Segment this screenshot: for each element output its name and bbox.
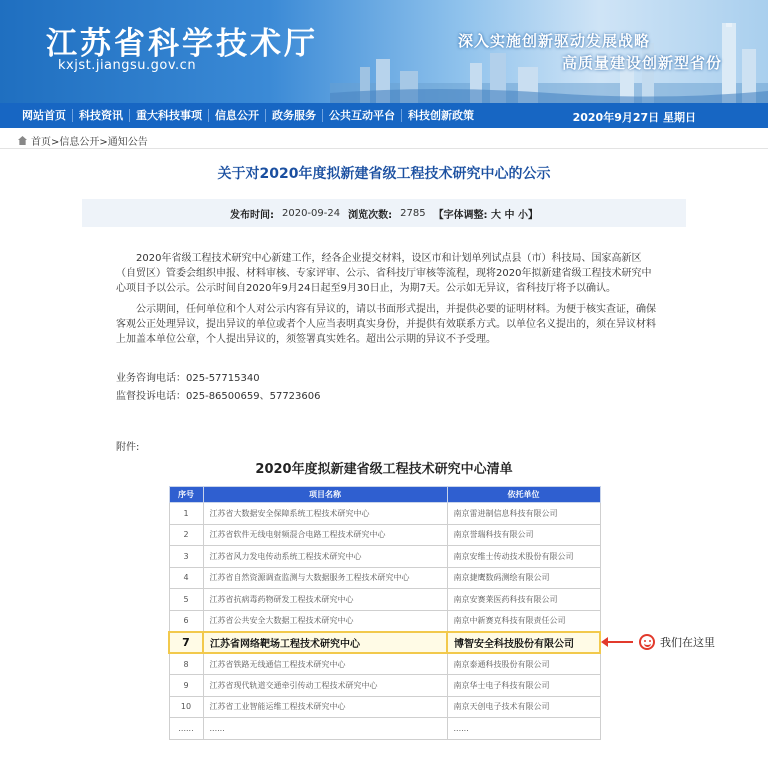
callout-text: 我们在这里: [660, 636, 715, 649]
divider: [0, 148, 768, 149]
complaint-phone: 监督投诉电话：025-86500659、57723606: [116, 391, 321, 402]
cell-project: 江苏省网络靶场工程技术研究中心: [203, 632, 447, 654]
cell-unit: 南京捷鹰数码测绘有限公司: [447, 567, 600, 589]
font-size-adjust[interactable]: 【字体调整: 大 中 小】: [433, 209, 539, 221]
table-row: [169, 546, 600, 568]
cell-unit: 南京中新赛克科技有限责任公司: [447, 610, 600, 632]
cell-project: 江苏省抗病毒药物研发工程技术研究中心: [203, 589, 447, 611]
smiley-icon: [639, 634, 655, 650]
center-list-table: [168, 486, 601, 740]
col-header-project: 项目名称: [203, 487, 447, 503]
home-icon: [18, 136, 27, 145]
cell-project: 江苏省现代轨道交通牵引传动工程技术研究中心: [203, 675, 447, 697]
cell-index: 10: [169, 696, 203, 718]
cell-project: ......: [203, 718, 447, 740]
article-paragraph-1: 2020年省级工程技术研究中心新建工作，经各企业提交材料，设区市和计划单列试点县（市）科技局、国家高新区（自贸区）管委会组织申报、材料审核、专家评审、公示、省科技厅审核等流程，现将2020年拟新建省级工程技术研究中心项目予以公示。公示时间自2020年9月24日起至9月30日止，为期7天。公示如无异议，省科技厅将予以确认。: [116, 253, 652, 294]
site-title: 江苏省科学技术厅: [46, 26, 318, 62]
nav-innovation-policy[interactable]: 科技创新政策: [408, 109, 474, 122]
cell-project: 江苏省铁路无线通信工程技术研究中心: [203, 653, 447, 675]
site-url: kxjst.jiangsu.gov.cn: [58, 58, 197, 73]
publish-date: 2020-09-24: [281, 207, 341, 219]
table-row: [169, 567, 600, 589]
slogan-line-2: 高质量建设创新型省份: [561, 54, 722, 72]
attachment-label: 附件:: [116, 442, 140, 453]
slogan-line-1: 深入实施创新驱动发展战略: [457, 32, 650, 50]
views-count: 2785: [400, 207, 426, 219]
table-row-highlighted: [169, 632, 600, 654]
table-row: [169, 696, 600, 718]
table-row: [169, 653, 600, 675]
cell-index: 9: [169, 675, 203, 697]
cell-index: ......: [169, 718, 203, 740]
cell-unit: 南京誉瑞科技有限公司: [447, 524, 600, 546]
cell-unit: 南京泰通科技股份有限公司: [447, 653, 600, 675]
table-header-row: [169, 487, 600, 503]
cell-index: 7: [169, 632, 203, 654]
nav-date: 2020年9月27日 星期日: [572, 111, 696, 124]
cell-unit: 南京天创电子技术有限公司: [447, 696, 600, 718]
publish-label: 发布时间:: [229, 209, 274, 221]
cell-project: 江苏省软件无线电射频混合电路工程技术研究中心: [203, 524, 447, 546]
cell-index: 5: [169, 589, 203, 611]
cell-unit: ......: [447, 718, 600, 740]
list-title: 2020年度拟新建省级工程技术研究中心清单: [255, 462, 513, 477]
nav-news[interactable]: 科技资讯: [73, 109, 130, 122]
table-row: [169, 503, 600, 525]
breadcrumb: [18, 133, 148, 148]
nav-home[interactable]: 网站首页: [16, 109, 73, 122]
article-meta: [82, 199, 686, 227]
nav-gov-services[interactable]: 政务服务: [266, 109, 323, 122]
business-phone: 业务咨询电话：025-57715340: [116, 373, 260, 384]
cell-unit: 南京安维士传动技术股份有限公司: [447, 546, 600, 568]
main-nav: [0, 103, 768, 128]
site-banner: [0, 0, 768, 103]
cell-index: 8: [169, 653, 203, 675]
cell-index: 4: [169, 567, 203, 589]
cell-project: 江苏省大数据安全保障系统工程技术研究中心: [203, 503, 447, 525]
table-row: [169, 524, 600, 546]
article-title: 关于对2020年度拟新建省级工程技术研究中心的公示: [217, 166, 551, 182]
cell-project: 江苏省自然资源调查监测与大数据服务工程技术研究中心: [203, 567, 447, 589]
nav-public-interaction[interactable]: 公共互动平台: [323, 109, 402, 122]
cell-index: 1: [169, 503, 203, 525]
cell-index: 6: [169, 610, 203, 632]
cell-index: 3: [169, 546, 203, 568]
nav-major-projects[interactable]: 重大科技事项: [130, 109, 209, 122]
table-row: [169, 610, 600, 632]
nav-info-disclosure[interactable]: 信息公开: [209, 109, 266, 122]
article-paragraph-2: 公示期间，任何单位和个人对公示内容有异议的，请以书面形式提出，并提供必要的证明材料。为便于核实查证，确保客观公正处理异议，提出异议的单位或者个人应当表明真实身份，并提供有效联系方式。以单位名义提出的，须在异议材料上加盖本单位公章，个人提出异议的，须签署真实姓名。超出公示期的异议不予受理。: [116, 304, 656, 345]
cell-unit: 博智安全科技股份有限公司: [447, 632, 600, 654]
col-header-index: 序号: [169, 487, 203, 503]
cell-project: 江苏省公共安全大数据工程技术研究中心: [203, 610, 447, 632]
arrow-left-icon: [607, 641, 633, 643]
table-row: [169, 589, 600, 611]
table-row: [169, 718, 600, 740]
callout-annotation: [607, 634, 715, 650]
cell-project: 江苏省风力发电传动系统工程技术研究中心: [203, 546, 447, 568]
cell-project: 江苏省工业智能运维工程技术研究中心: [203, 696, 447, 718]
col-header-unit: 依托单位: [447, 487, 600, 503]
cell-index: 2: [169, 524, 203, 546]
table-row: [169, 675, 600, 697]
views-label: 浏览次数:: [348, 209, 393, 221]
breadcrumb-text[interactable]: 首页>信息公开>通知公告: [31, 137, 148, 148]
cell-unit: 南京华士电子科技有限公司: [447, 675, 600, 697]
cell-unit: 南京雷进制信息科技有限公司: [447, 503, 600, 525]
cell-unit: 南京安赛莱医药科技有限公司: [447, 589, 600, 611]
